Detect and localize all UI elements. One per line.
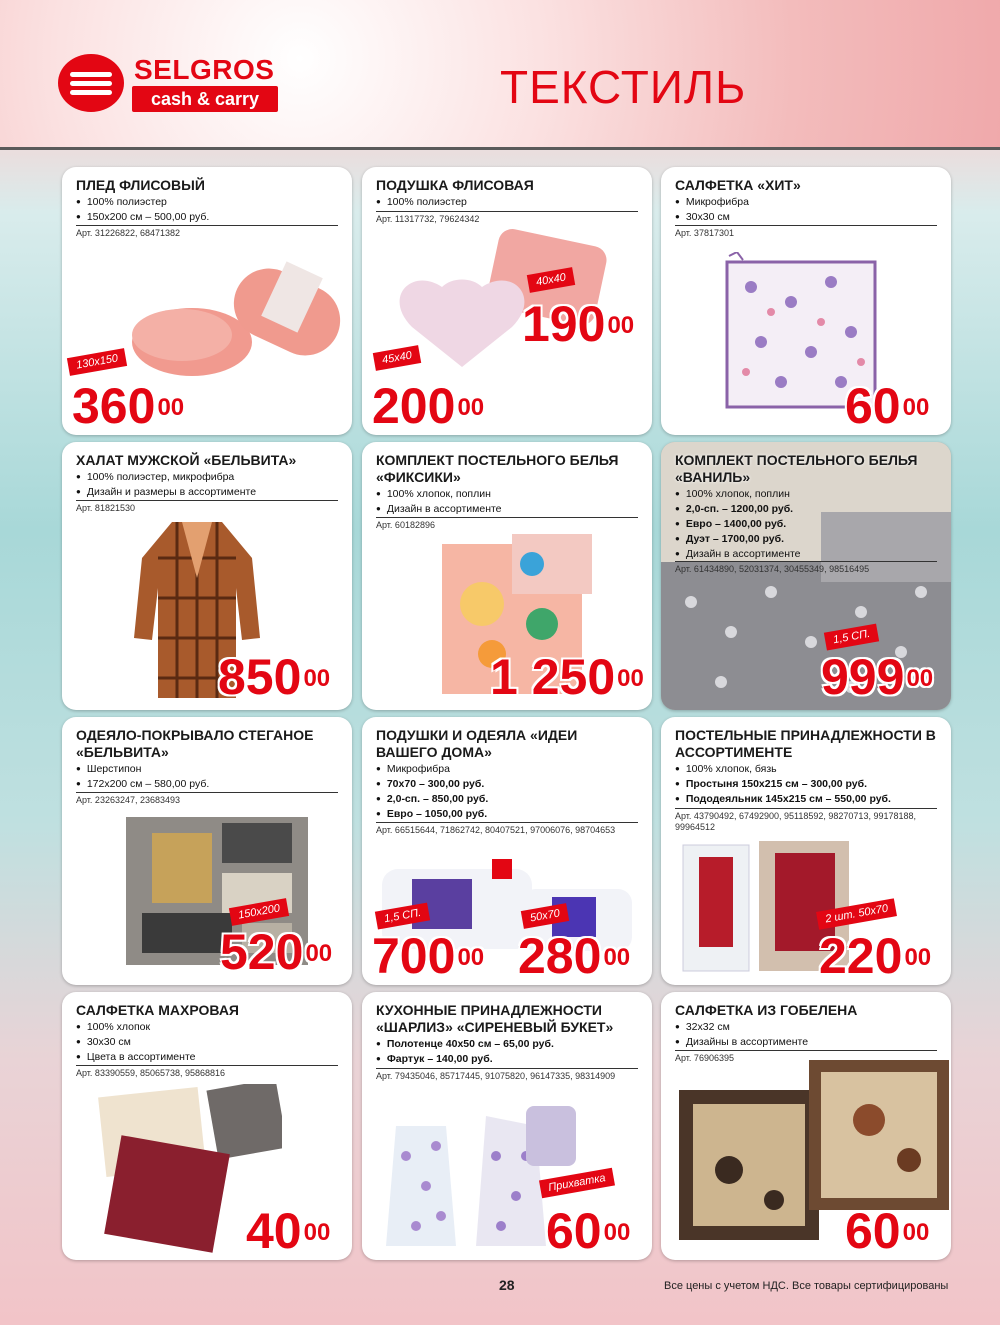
feature-item: ● 100% хлопок, поплин <box>675 487 943 502</box>
product-card-kuhonnye[interactable] <box>362 992 652 1260</box>
size-tag: 40x40 <box>527 267 575 293</box>
price-kop: 00 <box>607 312 635 339</box>
feature-item: ● Шерстипон <box>76 762 344 777</box>
product-card-salfetka-hit[interactable] <box>661 167 951 435</box>
price-kop: 00 <box>457 394 485 421</box>
product-tag: Прихватка <box>539 1168 615 1199</box>
price <box>821 649 934 705</box>
price-rub: 1 250 <box>490 649 616 705</box>
product-card-pled[interactable] <box>62 167 352 435</box>
price <box>819 928 932 984</box>
feature-item: ● 2,0-сп. – 1200,00 руб. <box>675 502 943 517</box>
price-kop: 00 <box>603 944 631 971</box>
price-rub: 700 <box>372 928 456 984</box>
price-rub: 999 <box>821 649 905 705</box>
price-rub: 360 <box>72 378 156 434</box>
price-kop: 00 <box>305 940 333 967</box>
price-rub: 520 <box>220 924 304 980</box>
price <box>522 296 635 352</box>
size-tag: 50x70 <box>521 903 569 929</box>
article-numbers: Арт. 43790492, 67492900, 95118592, 98270713, 99178188, 99964512 <box>675 808 937 833</box>
feature-item: ● 172x200 см – 580,00 руб. <box>76 777 344 792</box>
feature-item: ● 100% хлопок, бязь <box>675 762 943 777</box>
price-rub: 200 <box>372 378 456 434</box>
product-title: ПОДУШКИ И ОДЕЯЛА «ИДЕИ ВАШЕГО ДОМА» <box>376 727 578 760</box>
article-numbers: Арт. 11317732, 79624342 <box>376 211 638 225</box>
price <box>72 378 185 434</box>
product-title: ПОСТЕЛЬНЫЕ ПРИНАДЛЕЖНОСТИ В АССОРТИМЕНТЕ <box>675 727 936 760</box>
price-kop: 00 <box>617 665 644 692</box>
price <box>546 1203 631 1259</box>
feature-list <box>76 470 344 500</box>
price <box>845 378 930 434</box>
price-rub: 220 <box>819 928 903 984</box>
price-kop: 00 <box>904 944 932 971</box>
feature-item: ● 30x30 см <box>675 210 943 225</box>
product-title: ОДЕЯЛО-ПОКРЫВАЛО СТЕГАНОЕ «БЕЛЬВИТА» <box>76 727 314 760</box>
size-tag: 130x150 <box>67 348 127 376</box>
feature-item: ● Микрофибра <box>376 762 644 777</box>
brand-tagline: cash & carry <box>132 86 278 112</box>
price <box>490 649 644 705</box>
selgros-logo[interactable] <box>58 52 278 114</box>
logo-icon <box>58 54 124 112</box>
feature-list <box>76 762 344 792</box>
price-rub: 40 <box>246 1203 302 1259</box>
feature-item: ● Дизайны в ассортименте <box>675 1035 943 1050</box>
feature-item: ● Дизайн и размеры в ассортименте <box>76 485 344 500</box>
product-title: САЛФЕТКА ИЗ ГОБЕЛЕНА <box>675 1002 858 1018</box>
feature-item: ● Фартук – 140,00 руб. <box>376 1052 644 1067</box>
feature-list <box>76 1020 344 1065</box>
product-card-fiksiki[interactable] <box>362 442 652 710</box>
price <box>372 378 485 434</box>
price-rub: 60 <box>845 1203 901 1259</box>
article-numbers: Арт. 79435046, 85717445, 91075820, 96147335, 98314909 <box>376 1068 638 1082</box>
price-kop: 00 <box>902 394 930 421</box>
size-tag: 2 шт. 50x70 <box>816 898 897 930</box>
price-rub: 280 <box>518 928 602 984</box>
article-numbers: Арт. 66515644, 71862742, 80407521, 97006076, 98704653 <box>376 822 638 836</box>
feature-list <box>376 487 644 517</box>
feature-list <box>376 762 644 822</box>
feature-item: ● Простыня 150x215 см – 300,00 руб. <box>675 777 943 792</box>
price-rub: 60 <box>845 378 901 434</box>
feature-item: ● 100% полиэстер <box>376 195 644 210</box>
feature-item: ● 32x32 см <box>675 1020 943 1035</box>
feature-item: ● Полотенце 40x50 см – 65,00 руб. <box>376 1037 644 1052</box>
feature-item: ● Дуэт – 1700,00 руб. <box>675 532 943 547</box>
size-tag: 45x40 <box>373 345 421 371</box>
feature-item: ● 150x200 см – 500,00 руб. <box>76 210 344 225</box>
article-numbers: Арт. 23263247, 23683493 <box>76 792 338 806</box>
article-numbers: Арт. 31226822, 68471382 <box>76 225 338 239</box>
feature-item: ● Микрофибра <box>675 195 943 210</box>
size-tag: 150x200 <box>229 898 289 926</box>
price-rub: 190 <box>522 296 606 352</box>
feature-item: ● Цвета в ассортименте <box>76 1050 344 1065</box>
price-rub: 850 <box>218 649 302 705</box>
feature-list <box>376 1037 644 1067</box>
price <box>845 1203 930 1259</box>
feature-item: ● Евро – 1050,00 руб. <box>376 807 644 822</box>
feature-list <box>675 487 943 562</box>
product-card-podushka[interactable] <box>362 167 652 435</box>
feature-item: ● 100% хлопок <box>76 1020 344 1035</box>
article-numbers: Арт. 60182896 <box>376 517 638 531</box>
feature-item: ● 100% полиэстер, микрофибра <box>76 470 344 485</box>
feature-item: ● Пододеяльник 145x215 см – 550,00 руб. <box>675 792 943 807</box>
feature-list <box>376 195 644 210</box>
product-title: ПЛЕД ФЛИСОВЫЙ <box>76 177 205 193</box>
article-numbers: Арт. 76906395 <box>675 1050 937 1064</box>
product-card-odeyalo-pokryvalo[interactable] <box>62 717 352 985</box>
size-tag: 1,5 СП. <box>824 624 880 651</box>
product-card-postelnye[interactable] <box>661 717 951 985</box>
product-title: САЛФЕТКА «ХИТ» <box>675 177 801 193</box>
article-numbers: Арт. 61434890, 52031374, 30455349, 98516495 <box>675 561 937 575</box>
price-kop: 00 <box>157 394 185 421</box>
feature-item: ● 70x70 – 300,00 руб. <box>376 777 644 792</box>
article-numbers: Арт. 37817301 <box>675 225 937 239</box>
article-numbers: Арт. 81821530 <box>76 500 338 514</box>
product-title: КОМПЛЕКТ ПОСТЕЛЬНОГО БЕЛЬЯ «ФИКСИКИ» <box>376 452 619 485</box>
product-title: КОМПЛЕКТ ПОСТЕЛЬНОГО БЕЛЬЯ «ВАНИЛЬ» <box>675 452 918 485</box>
price-kop: 00 <box>906 665 934 692</box>
feature-item: ● Евро – 1400,00 руб. <box>675 517 943 532</box>
feature-item: ● Дизайн в ассортименте <box>675 547 943 562</box>
product-card-halat[interactable] <box>62 442 352 710</box>
product-card-podushki-odeyala[interactable] <box>362 717 652 985</box>
product-card-vanil[interactable] <box>661 442 951 710</box>
price <box>372 928 485 984</box>
price-kop: 00 <box>303 1219 331 1246</box>
price <box>246 1203 331 1259</box>
price <box>220 924 333 980</box>
footer-note: Все цены с учетом НДС. Все товары сертифицированы <box>664 1280 949 1292</box>
price <box>518 928 631 984</box>
feature-item: ● 2,0-сп. – 850,00 руб. <box>376 792 644 807</box>
fleece-blanket-image <box>122 247 352 387</box>
page-number: 28 <box>499 1277 515 1293</box>
product-title: ПОДУШКА ФЛИСОВАЯ <box>376 177 534 193</box>
price-kop: 00 <box>457 944 485 971</box>
feature-list <box>675 195 943 225</box>
feature-list <box>675 1020 943 1050</box>
page-title: ТЕКСТИЛЬ <box>500 61 747 113</box>
product-title: КУХОННЫЕ ПРИНАДЛЕЖНОСТИ «ШАРЛИЗ» «СИРЕНЕВЫЙ БУКЕТ» <box>376 1002 614 1035</box>
price-kop: 00 <box>303 665 331 692</box>
product-card-salfetka-mahrovaya[interactable] <box>62 992 352 1260</box>
feature-item: ● 100% полиэстер <box>76 195 344 210</box>
article-numbers: Арт. 83390559, 85065738, 95868816 <box>76 1065 338 1079</box>
product-card-salfetka-gobelen[interactable] <box>661 992 951 1260</box>
page-header <box>0 0 1000 150</box>
feature-item: ● 100% хлопок, поплин <box>376 487 644 502</box>
brand-name: SELGROS <box>134 54 275 85</box>
price <box>218 649 331 705</box>
product-title: ХАЛАТ МУЖСКОЙ «БЕЛЬВИТА» <box>76 452 297 468</box>
feature-list <box>675 762 943 807</box>
feature-item: ● Дизайн в ассортименте <box>376 502 644 517</box>
feature-list <box>76 195 344 225</box>
price-kop: 00 <box>603 1219 631 1246</box>
price-kop: 00 <box>902 1219 930 1246</box>
price-rub: 60 <box>546 1203 602 1259</box>
feature-item: ● 30x30 см <box>76 1035 344 1050</box>
size-tag: 1,5 СП. <box>375 903 431 930</box>
product-title: САЛФЕТКА МАХРОВАЯ <box>76 1002 239 1018</box>
